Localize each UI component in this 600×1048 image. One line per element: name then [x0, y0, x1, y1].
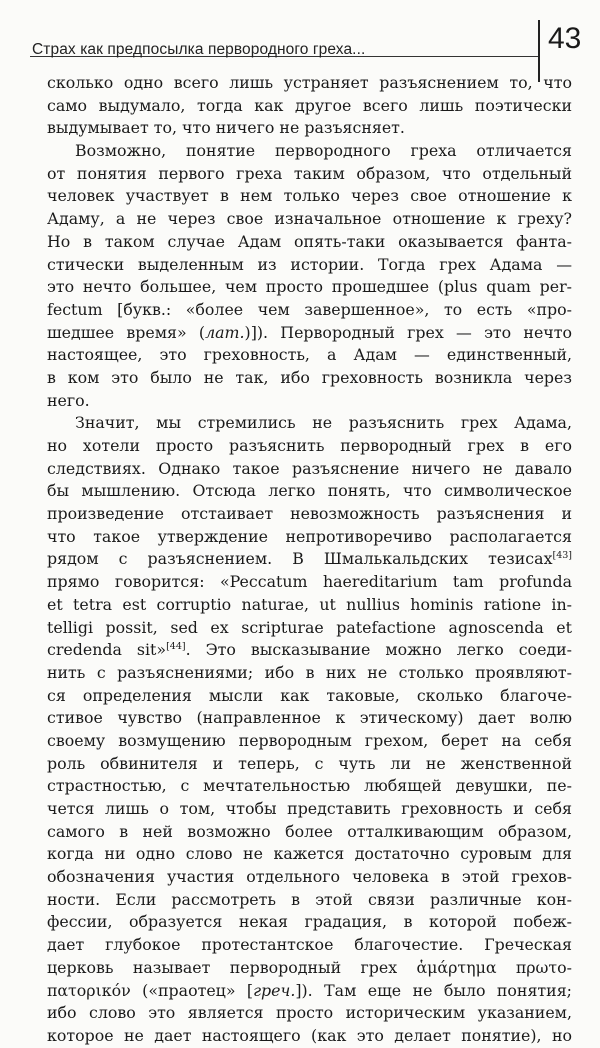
text-line: Но в таком случае Адам опять-таки оказывается фанта- — [47, 231, 572, 251]
text-line: ибо слово это является просто историческим указанием, — [47, 1003, 572, 1023]
text-segment: ]). Там еще не было понятия; — [295, 980, 572, 1000]
text-segment: )]). Первородный грех — это нечто — [244, 322, 572, 342]
text-line: дает глубокое протестантское благочестие. Греческая — [47, 935, 572, 955]
text-line: произведение отстаивает невозможность разъяснения и — [47, 504, 572, 524]
page-number: 43 — [548, 22, 582, 55]
text-line — [47, 980, 572, 1003]
text-line: стически выделенным из истории. Тогда грех Адама — — [47, 254, 572, 274]
text-line: своему возмущению первородным грехом, берет на себя — [47, 730, 572, 750]
text-line: Значит, мы стремились не разъяснить грех Адама, — [75, 413, 572, 433]
text-line: ся определения мысли как таковые, сколько благоче- — [47, 685, 572, 705]
text-segment: πατορικόν («праотец» [ — [47, 980, 254, 1000]
running-title: Страх как предпосылка первородного греха... — [32, 41, 366, 58]
text-segment: credenda sit» — [47, 640, 167, 660]
text-line: но хотели просто разъяснить первородный грех в его — [47, 436, 572, 455]
text-line: него. — [47, 390, 90, 410]
text-line: Адаму, а не через свое изначальное отношение к греху? — [47, 209, 572, 229]
text-line: нить с разъяснениями; ибо в них не столько проявляют- — [47, 662, 572, 682]
text-line: роль обвинителя и теперь, с чуть ли не женственной — [47, 753, 572, 773]
text-line: прямо говорится: «Peccatum haereditarium tam profunda — [47, 572, 572, 592]
text-line — [47, 548, 572, 571]
body-text — [47, 72, 572, 1048]
text-line: церковь называет первородный грех ἁμάρτημα πρωτο- — [47, 957, 572, 977]
text-line: сколько одно всего лишь устраняет разъяснением то, что — [47, 73, 572, 92]
text-line: в ком это было не так, ибо греховность возникла через — [47, 367, 572, 387]
text-line — [47, 639, 572, 662]
text-segment: шедшее время» ( — [47, 322, 206, 342]
text-line: Возможно, понятие первородного греха отличается — [75, 141, 572, 161]
text-line: чется лишь о том, чтобы представить греховность и себя — [47, 799, 572, 818]
footnote-ref[interactable]: [44] — [166, 641, 186, 653]
text-line: обозначения участия отдельного человека в этой грехов- — [47, 867, 572, 887]
text-segment: рядом с разъяснением. В Шмалькальдских тезисах — [47, 549, 553, 569]
text-line: ности. Если рассмотреть в этой связи различные кон- — [47, 889, 572, 909]
text-line: fectum [букв.: «более чем завершенное», то есть «про- — [47, 299, 572, 319]
text-line: человек участвует в нем только через свое отношение к — [47, 186, 572, 206]
text-segment: . Это высказывание можно легко соеди- — [185, 640, 573, 660]
text-line: что такое утверждение непротиворечиво располагается — [47, 526, 572, 546]
text-line: стивое чувство (направленное к этическому) дает волю — [47, 708, 572, 728]
text-line — [47, 322, 572, 345]
text-line: бы мышлению. Отсюда легко понять, что символическое — [47, 481, 572, 501]
italic-abbrev: греч. — [253, 980, 296, 1000]
text-line: которое не дает настоящего (как это делает понятие), но — [47, 1025, 572, 1045]
text-line: настоящее, это греховность, а Адам — единственный, — [47, 345, 572, 365]
text-line: фессии, образуется некая градация, в которой побеж- — [47, 912, 572, 932]
text-line: когда ни одно слово не кажется достаточно суровым для — [47, 844, 572, 864]
text-line: это нечто большее, чем просто прошедшее (plus quam per- — [47, 277, 572, 297]
text-line: следствиях. Однако такое разъяснение ничего не давало — [47, 458, 572, 478]
text-line: telligi possit, sed ex scripturae patefactione agnoscenda et — [47, 617, 572, 637]
text-line: самого в ней возможно более отталкивающим образом, — [47, 821, 572, 841]
text-line: страстностью, с мечтательностью любящей девушки, пе- — [47, 776, 572, 796]
italic-abbrev: лат. — [205, 322, 245, 342]
text-line: выдумывает то, что ничего не разъясняет. — [47, 118, 405, 138]
footnote-ref[interactable]: [43] — [552, 550, 572, 562]
text-line: et tetra est corruptio naturae, ut nullius hominis ratione in- — [47, 594, 572, 614]
text-line: от понятия первого греха таким образом, что отдельный — [47, 163, 572, 183]
text-line: само выдумало, тогда как другое всего лишь поэтически — [47, 95, 572, 115]
